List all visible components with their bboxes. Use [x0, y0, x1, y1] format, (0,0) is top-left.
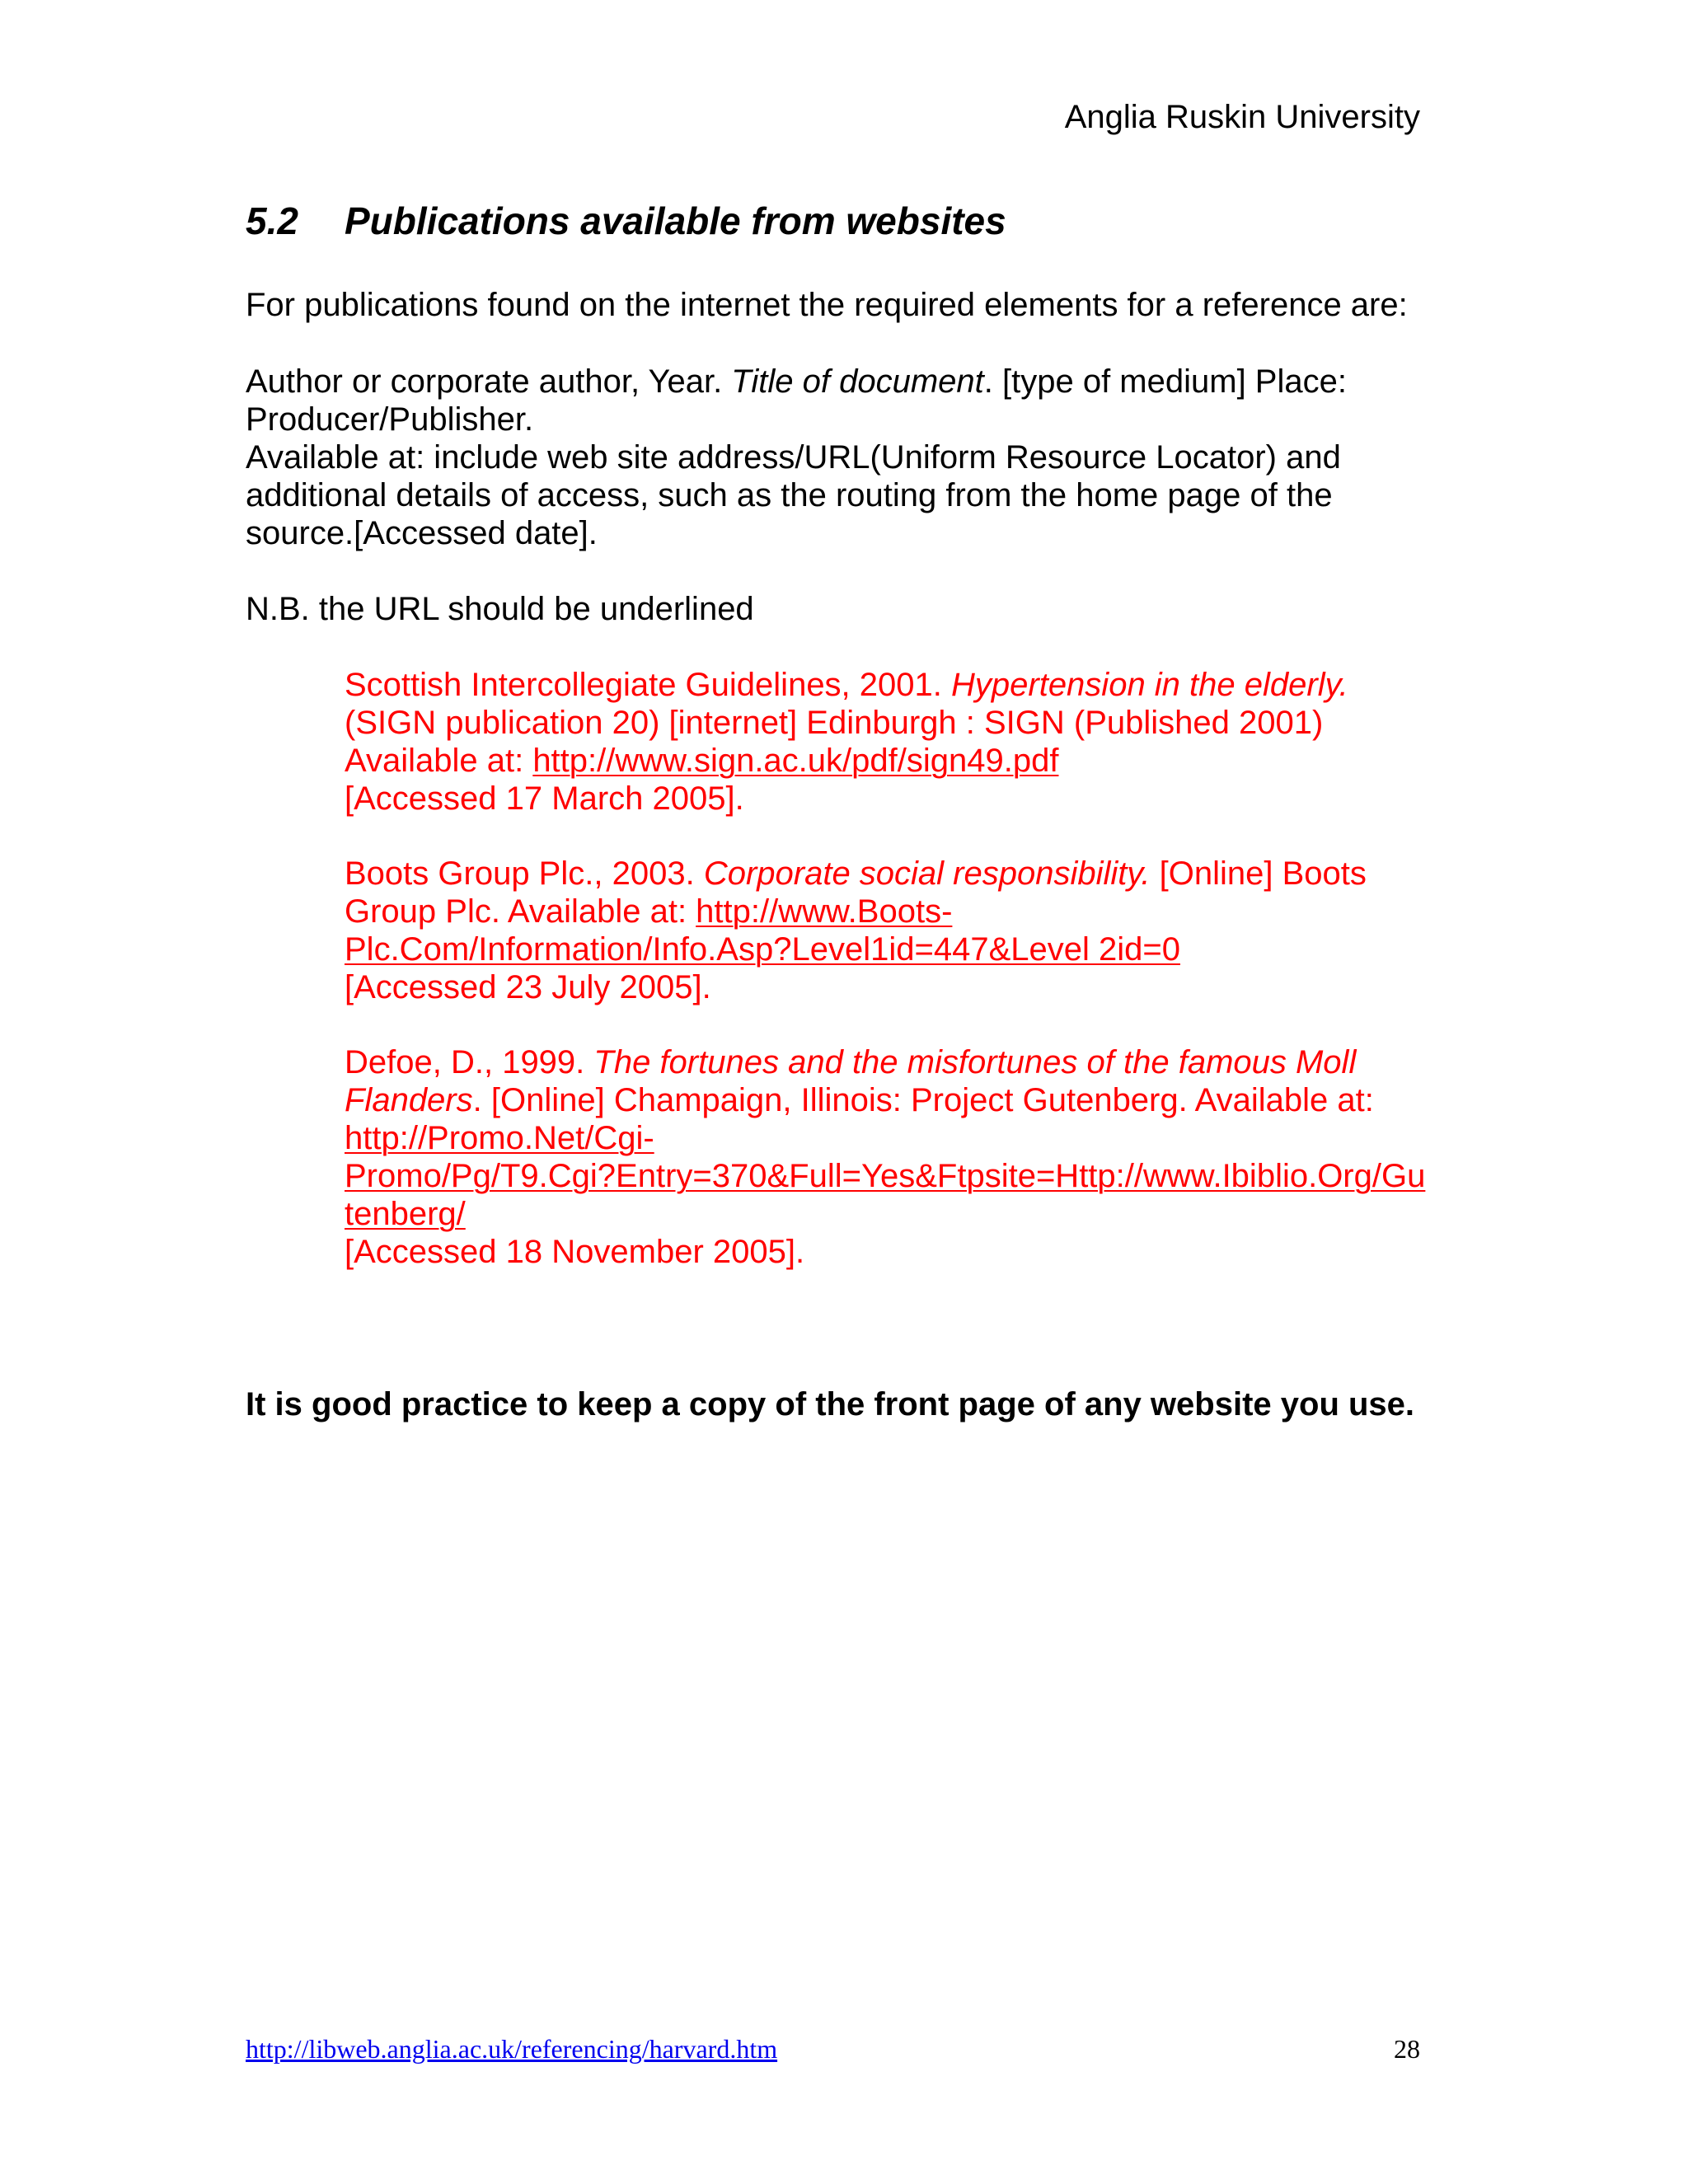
elements-text-part2: . [type of medium] Place: Producer/Publisher. [246, 363, 1347, 438]
reference-example-sign [345, 666, 1432, 818]
ref2-accessed-date: [Accessed 23 July 2005]. [345, 969, 711, 1005]
ref2-url-link-part1[interactable]: http://www.Boots- [696, 893, 953, 930]
ref3-accessed-date: [Accessed 18 November 2005]. [345, 1234, 805, 1270]
reference-example-boots [345, 855, 1432, 1006]
ref1-title: Hypertension in the elderly. [951, 667, 1348, 703]
reference-example-defoe [345, 1043, 1432, 1271]
ref2-title: Corporate social responsibility. [703, 855, 1151, 892]
section-number: 5.2 [246, 199, 298, 242]
elements-text-part1: Author or corporate author, Year. [246, 363, 732, 400]
ref2-publication-details: [Online] Boots Group Plc. Available at: [345, 855, 1367, 930]
elements-title-italic: Title of document [731, 363, 984, 400]
ref3-publication-details: . [Online] Champaign, Illinois: Project Gutenberg. Available at: [472, 1082, 1374, 1118]
reference-elements-paragraph [246, 363, 1432, 552]
nb-note: N.B. the URL should be underlined [246, 591, 754, 627]
page-number: 28 [1394, 2034, 1420, 2064]
elements-available-at: Available at: include web site address/URL(Uniform Resource Locator) and additional details of access, such as the routing from the home page of the source.[Accessed date]. [246, 439, 1341, 551]
intro-paragraph: For publications found on the internet the required elements for a reference are: [246, 287, 1408, 323]
good-practice-note: It is good practice to keep a copy of the front page of any website you use. [246, 1386, 1415, 1422]
ref1-accessed-date: [Accessed 17 March 2005]. [345, 780, 744, 817]
ref3-author-year: Defoe, D., 1999. [345, 1044, 594, 1080]
ref3-url-link-part2[interactable]: Promo/Pg/T9.Cgi?Entry=370&Full=Yes&Ftpsite=Http://www.Ibiblio.Org/Gu [345, 1158, 1426, 1194]
ref2-author-year: Boots Group Plc., 2003. [345, 855, 704, 892]
ref1-author-year: Scottish Intercollegiate Guidelines, 2001. [345, 667, 951, 703]
ref3-url-link-part3[interactable]: tenberg/ [345, 1196, 466, 1232]
section-title: Publications available from websites [345, 199, 1006, 242]
ref3-url-link-part1[interactable]: http://Promo.Net/Cgi- [345, 1120, 654, 1156]
ref1-available-label: Available at: [345, 743, 533, 779]
ref1-publication-details: (SIGN publication 20) [internet] Edinburgh : SIGN (Published 2001) [345, 705, 1324, 741]
footer-url-link[interactable]: http://libweb.anglia.ac.uk/referencing/harvard.htm [246, 2034, 778, 2064]
ref2-url-link-part2[interactable]: Plc.Com/Information/Info.Asp?Level1id=447&Level 2id=0 [345, 931, 1180, 968]
page-header-institution: Anglia Ruskin University [1064, 99, 1420, 135]
section-heading [246, 198, 1006, 244]
ref1-url-link[interactable]: http://www.sign.ac.uk/pdf/sign49.pdf [532, 743, 1059, 779]
ref3-title: The fortunes and the misfortunes of the famous Moll Flanders [345, 1044, 1357, 1118]
